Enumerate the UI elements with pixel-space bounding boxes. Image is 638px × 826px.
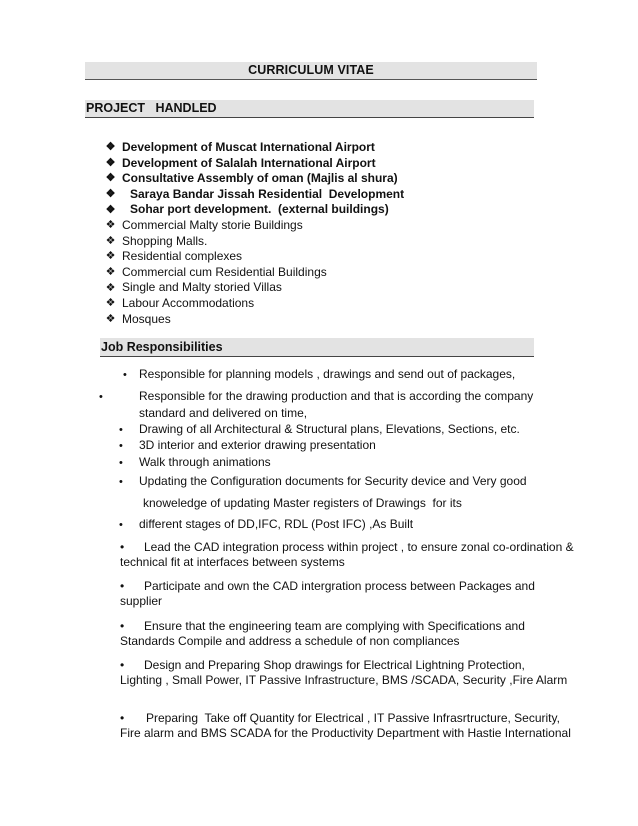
section-heading-responsibilities: Job Responsibilities	[101, 340, 223, 354]
diamond-bullet-icon: ❖	[105, 141, 116, 154]
list-item: ❖ Development of Muscat International Airport	[105, 140, 375, 154]
bullet-icon: •	[119, 424, 123, 436]
list-item: • 3D interior and exterior drawing presentation	[119, 438, 559, 455]
list-item-continuation: knoweledge of updating Master registers of Drawings for its	[143, 496, 462, 510]
list-item: ❖ Labour Accommodations	[105, 295, 255, 310]
diamond-bullet-icon: ❖	[105, 250, 116, 263]
paragraph-item: • Lead the CAD integration process within project , to ensure zonal co-ordination & technical fit at interfaces between systems	[120, 540, 574, 570]
list-item: ❖ Sohar port development. (external buildings)	[105, 202, 389, 217]
paragraph-item: • Design and Preparing Shop drawings for Electrical Lightning Protection, Lighting , Small Power, IT Passive Infrastructure, BMS /SCADA, Security ,Fire Alarm	[120, 658, 568, 688]
bullet-icon: •	[99, 391, 103, 403]
paragraph-item: • Preparing Take off Quantity for Electrical , IT Passive Infrasrtructure, Security, Fire alarm and BMS SCADA for the Productivity Department with Hastie International	[120, 711, 571, 741]
diamond-bullet-icon: ❖	[105, 312, 116, 325]
list-item: • Updating the Configuration documents for Security device and Very good	[119, 474, 559, 491]
bullet-icon: •	[120, 540, 125, 554]
bullet-icon: •	[119, 457, 123, 469]
bullet-icon: •	[123, 369, 127, 381]
diamond-bullet-icon: ❖	[105, 266, 116, 279]
bullet-icon: •	[119, 440, 123, 452]
list-item: • different stages of DD,IFC, RDL (Post IFC) ,As Built	[119, 517, 559, 534]
bullet-icon: •	[120, 579, 125, 593]
diamond-bullet-icon: ❖	[105, 156, 116, 169]
list-item: ❖ Residential complexes	[105, 249, 243, 264]
bullet-icon: •	[120, 711, 125, 725]
list-item: ❖ Commercial Malty storie Buildings	[105, 217, 303, 232]
projects-list	[104, 140, 564, 327]
list-item: • Walk through animations	[119, 455, 559, 472]
list-item: • Responsible for planning models , drawings and send out of packages,	[119, 367, 559, 384]
list-item: ❖ Mosques	[105, 311, 171, 326]
diamond-bullet-icon: ❖	[105, 219, 116, 232]
bullet-icon: •	[119, 476, 123, 488]
list-item: ❖ Shopping Malls.	[105, 233, 208, 248]
list-item: ❖ Single and Malty storied Villas	[105, 280, 282, 295]
diamond-bullet-icon: ❖	[105, 203, 116, 216]
paragraph-item: • Ensure that the engineering team are complying with Specifications and Standards Compile and address a schedule of non compliances	[120, 619, 525, 649]
diamond-bullet-icon: ❖	[105, 281, 116, 294]
bullet-icon: •	[120, 619, 125, 633]
section-heading-projects: PROJECT HANDLED	[86, 101, 217, 115]
list-item: • Responsible for the drawing production and that is according the company standard and delivered on time,	[99, 389, 534, 420]
diamond-bullet-icon: ❖	[105, 297, 116, 310]
list-item: • Drawing of all Architectural & Structural plans, Elevations, Sections, etc.	[119, 422, 559, 439]
list-item: ❖ Consultative Assembly of oman (Majlis al shura)	[105, 171, 398, 186]
paragraph-item: • Participate and own the CAD intergration process between Packages and supplier	[120, 579, 535, 609]
list-item: ❖ Commercial cum Residential Buildings	[105, 264, 327, 279]
diamond-bullet-icon: ❖	[105, 172, 116, 185]
document-title: CURRICULUM VITAE	[248, 63, 374, 77]
bullet-icon: •	[120, 658, 125, 672]
diamond-bullet-icon: ❖	[105, 188, 116, 201]
diamond-bullet-icon: ❖	[105, 234, 116, 247]
bullet-icon: •	[119, 519, 123, 531]
list-item: ❖ Saraya Bandar Jissah Residential Development	[105, 186, 405, 201]
list-item: ❖ Development of Salalah International Airport	[105, 155, 376, 170]
